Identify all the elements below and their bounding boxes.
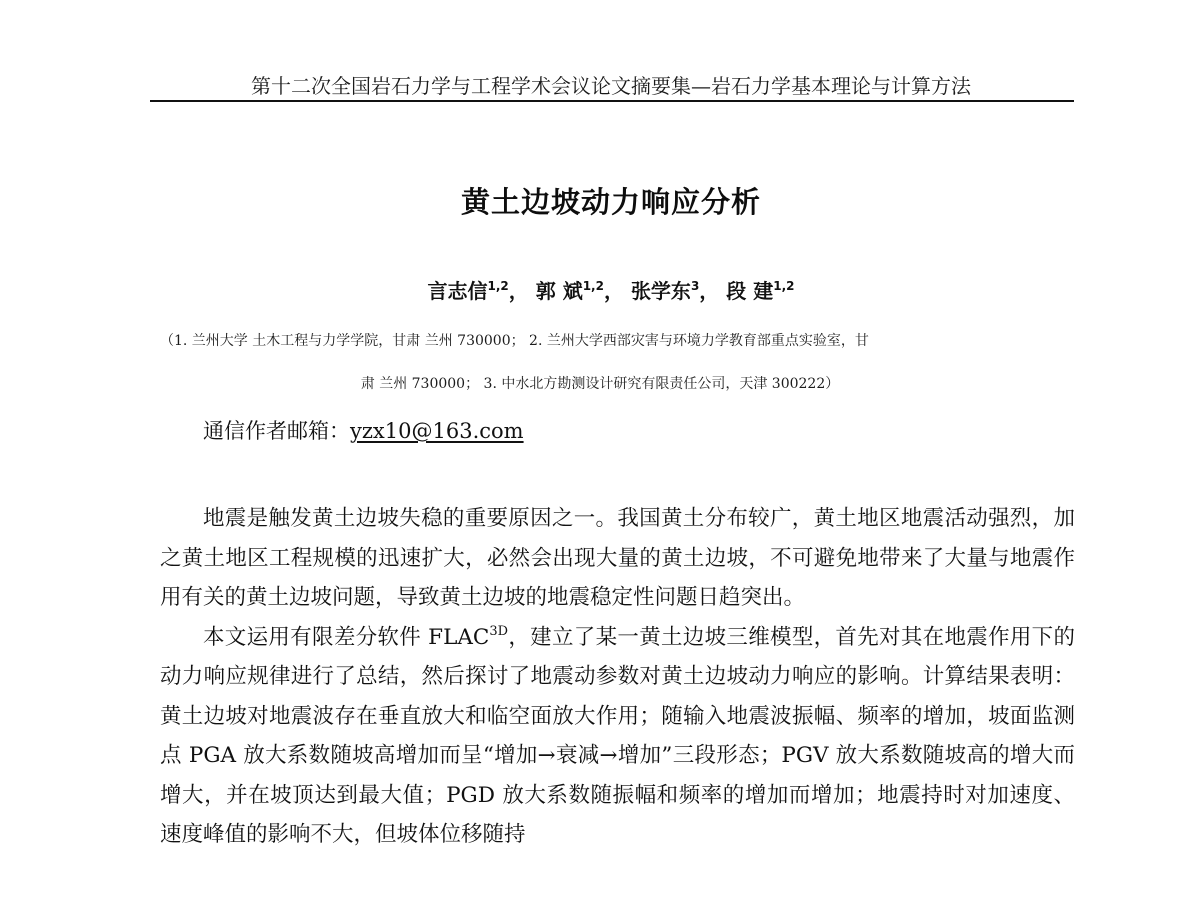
author-name: 张学东	[630, 279, 691, 303]
author-name: 郭 斌	[535, 279, 583, 303]
author-affiliation-mark: 1,2	[487, 279, 509, 293]
author-separator: ，	[699, 279, 720, 303]
author-separator: ，	[508, 279, 529, 303]
email-link[interactable]: yzx10@163.com	[350, 419, 524, 443]
author-name: 段 建	[726, 279, 774, 303]
author-affiliation-mark: 1,2	[773, 279, 795, 293]
body-text-segment: ，建立了某一黄土边坡三维模型，首先对其在地震作用下的动力响应规律进行了总结，然后探讨了地震动参数对黄土边坡动力响应的影响。计算结果表明：黄土边坡对地震波存在垂直放大和临空面放大作用；随输入地震波振幅、频率的增加，坡面监测点 PGA 放大系数随坡高增加而呈“增加→衰减→增加”三段形态；PGV 放大系数随坡高的增大而增大，并在坡顶达到最大值；PGD 放大系数随振幅和频率的增加而增加；地震持时对加速度、速度峰值的影响不大，但坡体位移随持	[160, 624, 1075, 847]
paper-title: 黄土边坡动力响应分析	[460, 185, 761, 219]
author-name: 言志信	[427, 279, 488, 303]
abstract-body	[160, 499, 1075, 855]
body-paragraph-1: 地震是触发黄土边坡失稳的重要原因之一。我国黄土分布较广，黄土地区地震活动强烈，加之黄土地区工程规模的迅速扩大，必然会出现大量的黄土边坡，不可避免地带来了大量与地震作用有关的黄土边坡问题，导致黄土边坡的地震稳定性问题日趋突出。	[160, 506, 1075, 610]
affiliation-line-2: 肃 兰州 730000； 3. 中水北方勘测设计研究有限责任公司，天津 300222）	[360, 376, 840, 392]
author-affiliation-mark: 3	[690, 279, 700, 293]
running-header: 第十二次全国岩石力学与工程学术会议论文摘要集—岩石力学基本理论与计算方法	[251, 74, 971, 98]
header-rule	[150, 100, 1074, 102]
affiliation-line-1: （1. 兰州大学 土木工程与力学学院，甘肃 兰州 730000； 2. 兰州大学西部灾害与环境力学教育部重点实验室，甘	[160, 333, 869, 349]
author-separator: ，	[603, 279, 624, 303]
body-paragraph-2	[160, 618, 1075, 855]
superscript-3d: 3D	[489, 623, 509, 639]
corresponding-email-row	[203, 415, 524, 445]
author-affiliation-mark: 1,2	[582, 279, 604, 293]
email-label: 通信作者邮箱：	[203, 419, 350, 443]
body-text-segment: 本文运用有限差分软件 FLAC	[203, 624, 490, 650]
author-list	[150, 275, 1072, 304]
